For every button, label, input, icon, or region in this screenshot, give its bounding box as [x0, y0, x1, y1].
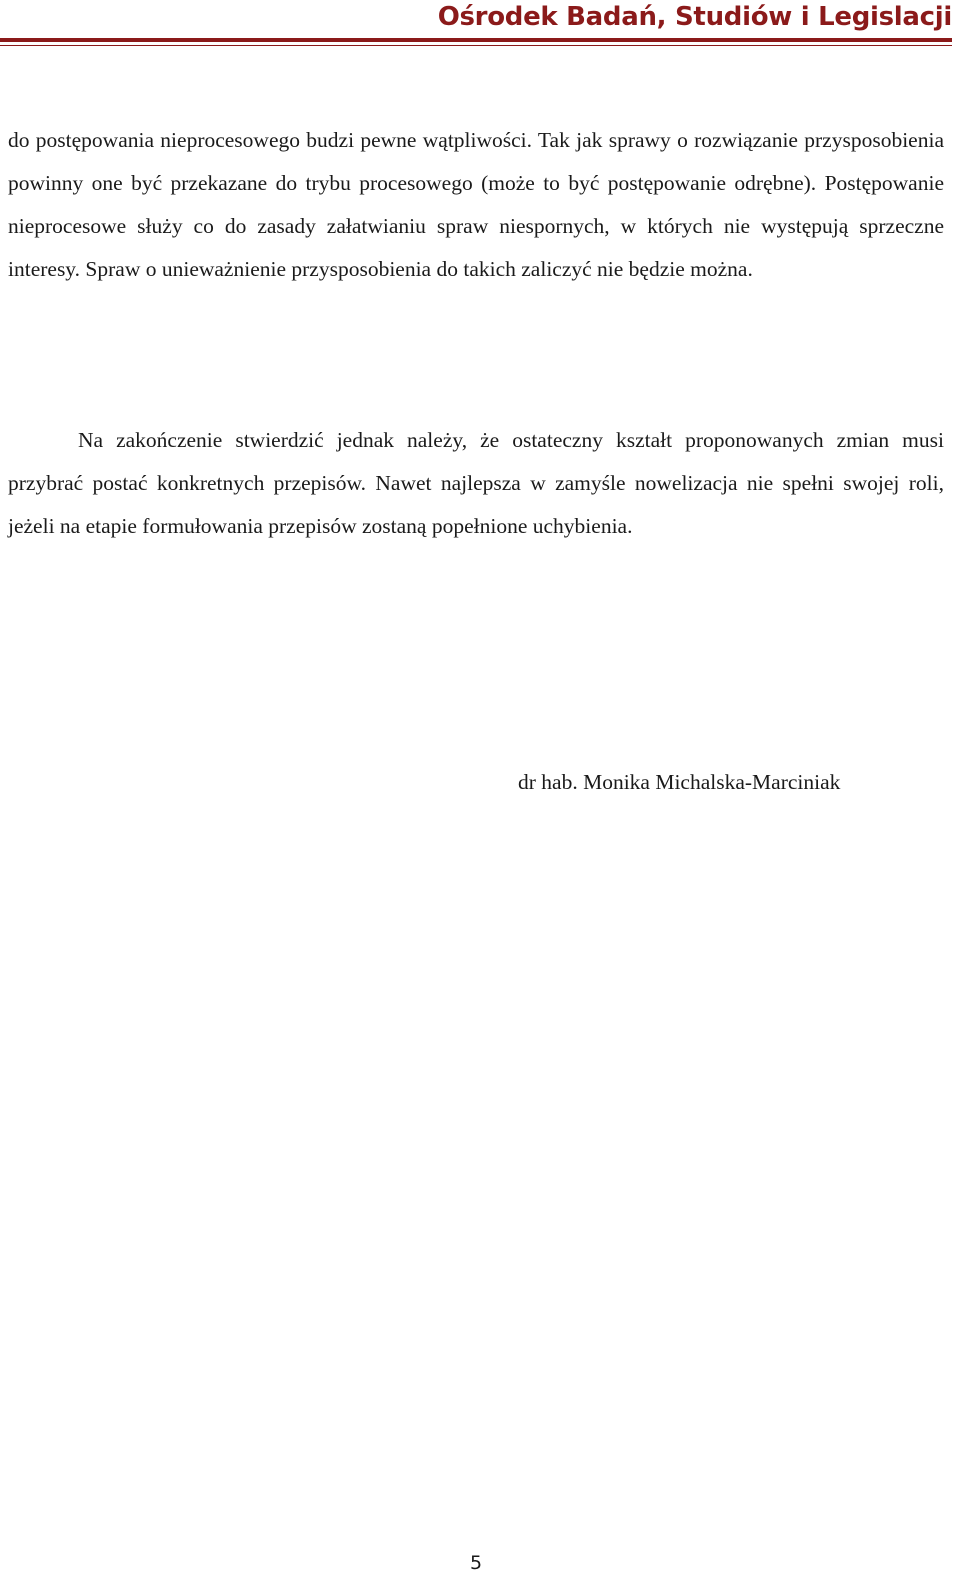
- page-header: [0, 0, 960, 50]
- paragraph-2: Na zakończenie stwierdzić jednak należy, że ostateczny kształt proponowanych zmian musi przybrać postać konkretnych przepisów. Nawet najlepsza w zamyśle nowelizacja nie spełni swojej roli, jeżeli na etapie formułowania przepisów zostaną popełnione uchybienia.: [8, 428, 944, 538]
- paragraph-1: do postępowania nieprocesowego budzi pewne wątpliwości. Tak jak sprawy o rozwiązanie przysposobienia powinny one być przekazane do trybu procesowego (może to być postępowanie odrębne). Postępowanie nieprocesowe służy co do zasady załatwianiu spraw niespornych, w których nie występują sprzeczne interesy. Spraw o unieważnienie przysposobienia do takich zaliczyć nie będzie można.: [8, 128, 944, 281]
- header-rule-thin: [0, 45, 952, 46]
- page-number: 5: [469, 1552, 483, 1574]
- header-rule-thick: [0, 38, 952, 42]
- header-title: Ośrodek Badań, Studiów i Legislacji: [437, 2, 952, 32]
- author-signature: dr hab. Monika Michalska-Marciniak: [518, 770, 841, 794]
